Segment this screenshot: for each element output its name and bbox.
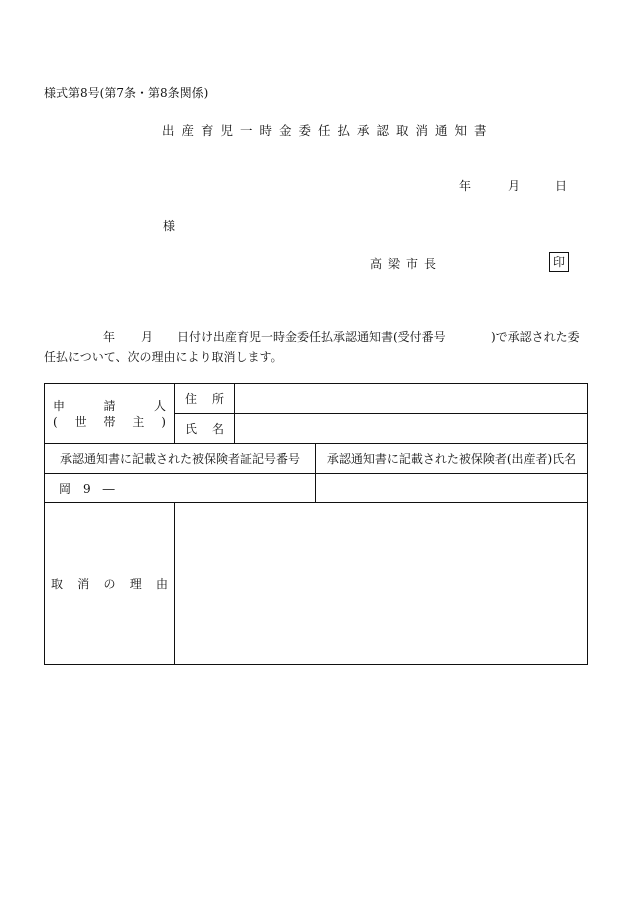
body-line-2: 任払について、次の理由により取消します。 [44,350,283,364]
date-year-label: 年 [459,179,472,193]
body-text-part1: 日付け出産育児一時金委任払承認通知書(受付番号 [177,330,446,344]
reason-field[interactable] [175,503,588,665]
seal-mark: 印 [549,252,569,272]
insured-name-field[interactable] [316,474,588,503]
insured-number-field[interactable]: 岡 9 ― [45,474,316,503]
date-day-label: 日 [555,179,568,193]
document-title: 出産育児一時金委任払承認取消通知書 [162,123,494,138]
reason-label: 取 消 の 理 由 [45,503,175,665]
body-month-label: 月 [141,330,154,344]
applicant-label: 申 請 人 ( 世 帯 主 ) [45,384,175,444]
address-label: 住 所 [175,384,235,414]
date-month-label: 月 [508,179,521,193]
body-year-label: 年 [103,330,116,344]
recipient-suffix: 様 [163,219,176,233]
notice-table [44,383,588,665]
body-line-1 [44,328,589,344]
insured-number-header: 承認通知書に記載された被保険者証記号番号 [45,444,316,474]
name-label: 氏 名 [175,414,235,444]
issuer-name: 高梁市長 [370,257,443,271]
name-field[interactable] [235,414,588,444]
form-number: 様式第8号(第7条・第8条関係) [44,86,209,100]
body-text-part2: )で承認された委 [491,330,580,344]
address-field[interactable] [235,384,588,414]
insured-name-header: 承認通知書に記載された被保険者(出産者)氏名 [316,444,588,474]
